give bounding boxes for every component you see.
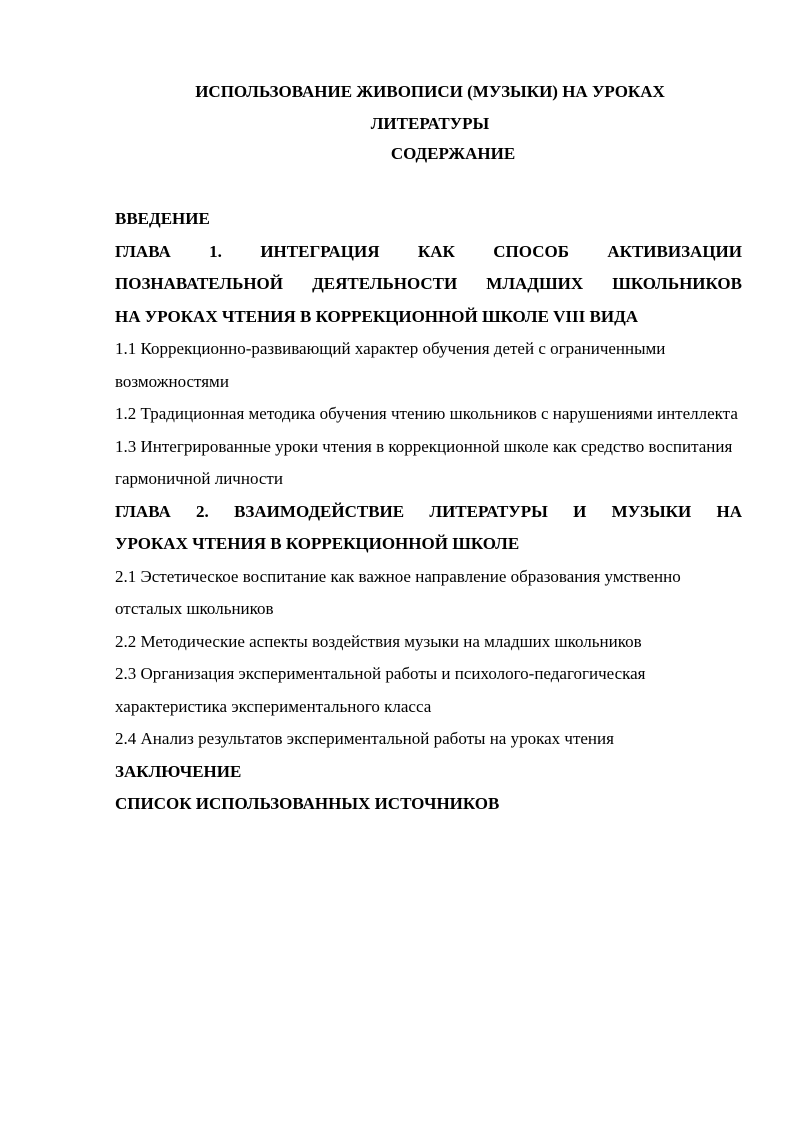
- toc-conclusion: ЗАКЛЮЧЕНИЕ: [115, 761, 242, 781]
- toc-heading: СОДЕРЖАНИЕ: [390, 144, 516, 163]
- toc-section-2-3: 2.3 Организация экспериментальной работы и психолого-педагогическая характеристика экспериментального класса: [115, 664, 646, 716]
- toc-section-1-2: 1.2 Традиционная методика обучения чтению школьников с нарушениями интеллекта: [115, 404, 738, 423]
- toc-chapter-2: [115, 496, 742, 561]
- toc-section-1-1: 1.1 Коррекционно-развивающий характер обучения детей с ограниченными возможностями: [115, 339, 666, 391]
- toc-chapter-1-line-2: ПОЗНАВАТЕЛЬНОЙ ДЕЯТЕЛЬНОСТИ МЛАДШИХ ШКОЛЬНИКОВ: [115, 274, 742, 293]
- toc-references: СПИСОК ИСПОЛЬЗОВАННЫХ ИСТОЧНИКОВ: [115, 794, 500, 813]
- toc-chapter-2-line-2: УРОКАХ ЧТЕНИЯ В КОРРЕКЦИОННОЙ ШКОЛЕ: [115, 534, 520, 553]
- toc-chapter-1-line-3: НА УРОКАХ ЧТЕНИЯ В КОРРЕКЦИОННОЙ ШКОЛЕ VIII ВИДА: [115, 306, 639, 326]
- toc-section-2-4: 2.4 Анализ результатов экспериментальной работы на уроках чтения: [115, 729, 614, 748]
- document-title-line-1: ИСПОЛЬЗОВАНИЕ ЖИВОПИСИ (МУЗЫКИ) НА УРОКАХ: [195, 82, 665, 101]
- toc-section-2-2: 2.2 Методические аспекты воздействия музыки на младших школьников: [115, 631, 642, 651]
- toc-section-2-1: 2.1 Эстетическое воспитание как важное направление образования умственно отсталых школьников: [115, 566, 681, 618]
- toc-chapter-1-line-1: ГЛАВА 1. ИНТЕГРАЦИЯ КАК СПОСОБ АКТИВИЗАЦИИ: [115, 241, 742, 261]
- document-title-line-2: ЛИТЕРАТУРЫ: [370, 114, 490, 133]
- toc-section-1-3: 1.3 Интегрированные уроки чтения в коррекционной школе как средство воспитания гармоничной личности: [115, 436, 733, 488]
- toc-introduction: ВВЕДЕНИЕ: [115, 209, 210, 228]
- toc-chapter-2-line-1: ГЛАВА 2. ВЗАИМОДЕЙСТВИЕ ЛИТЕРАТУРЫ И МУЗЫКИ НА: [115, 501, 742, 521]
- document-title: [140, 76, 720, 140]
- table-of-contents: [115, 203, 742, 821]
- toc-chapter-1: [115, 236, 742, 334]
